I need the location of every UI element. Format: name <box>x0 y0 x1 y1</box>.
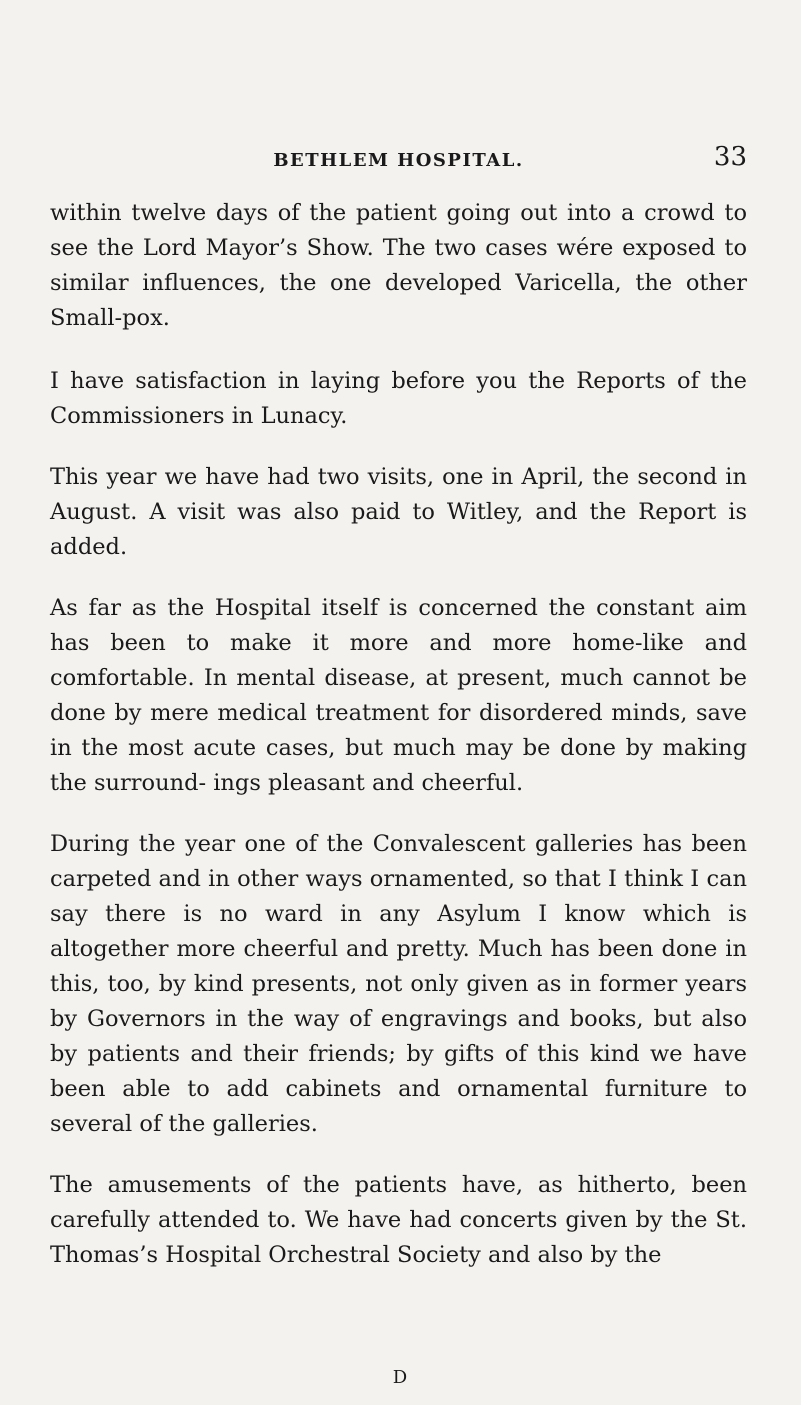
paragraph-2: I have satisfaction in laying before you the Reports of the Commissioners in Lunacy. <box>50 368 747 429</box>
page-number: 33 <box>713 142 747 172</box>
running-title: BETHLEM HOSPITAL. <box>273 150 524 171</box>
paragraph-4: As far as the Hospital itself is concerned the constant aim has been to make it more and more home-like and comfortable. In mental disease, at present, much cannot be done by mere medical treatment for disordered minds, save in the most acute cases, but much may be done by making the surround- ings pleasant and cheerful. <box>50 595 747 796</box>
signature-mark: D <box>392 1367 409 1388</box>
paragraph-6: The amusements of the patients have, as hitherto, been carefully attended to. We have had concerts given by the St. Thomas’s Hospital Orchestral Society and also by the <box>50 1172 747 1268</box>
paragraph-5: During the year one of the Convalescent galleries has been carpeted and in other ways ornamented, so that I think I can say there is no ward in any Asylum I know which is altogether more cheerful and pretty. Much has been done in this, too, by kind presents, not only given as in former years by Governors in the way of engravings and books, but also by patients and their friends; by gifts of this kind we have been able to add cabinets and ornamental furniture to several of the galleries. <box>50 831 747 1137</box>
running-head <box>50 142 747 178</box>
paragraph-1: within twelve days of the patient going out into a crowd to see the Lord Mayor’s Show. The two cases wére exposed to similar influences, the one developed Varicella, the other Small-pox. <box>50 200 747 331</box>
paragraph-3: This year we have had two visits, one in April, the second in August. A visit was also paid to Witley, and the Report is added. <box>50 464 747 560</box>
body-text <box>50 196 747 1299</box>
